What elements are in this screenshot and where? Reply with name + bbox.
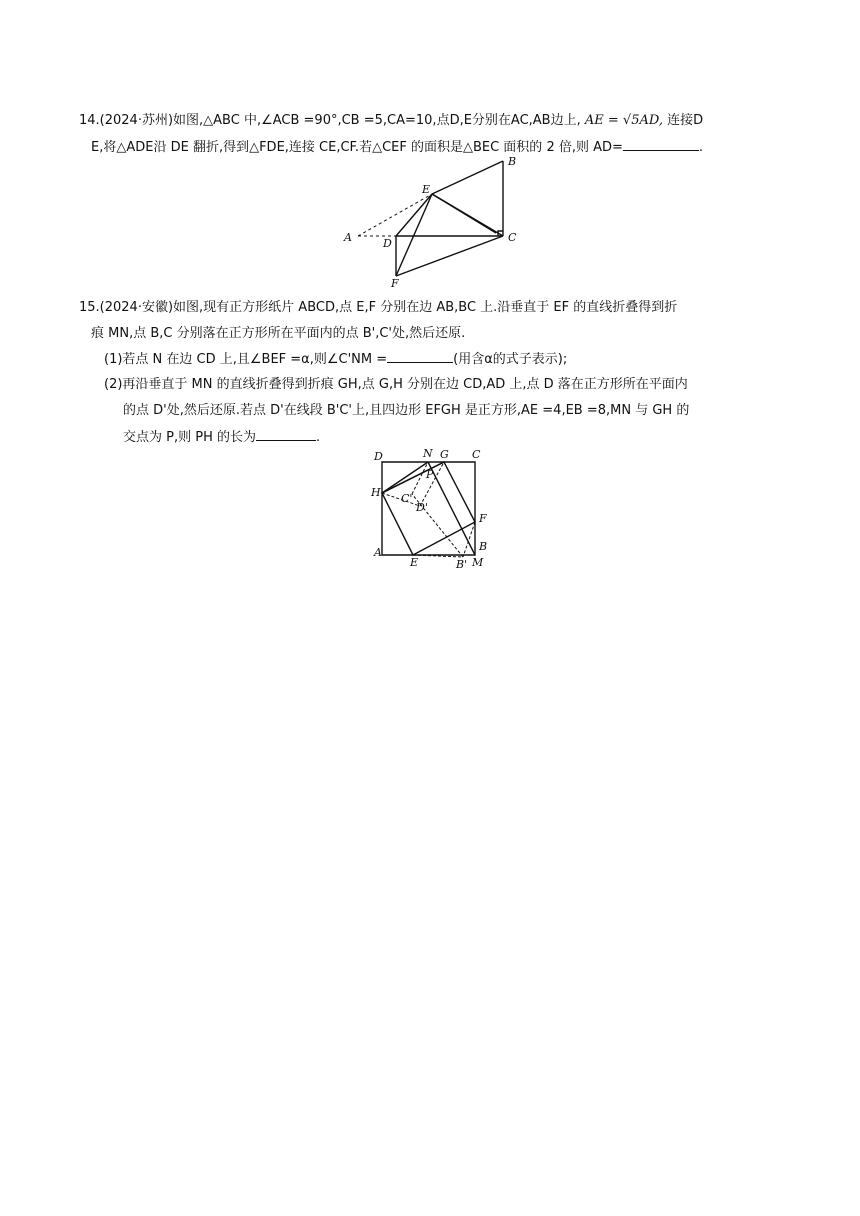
q15-part2-end: . xyxy=(315,430,321,445)
edge-EF xyxy=(396,194,432,276)
label-B: B xyxy=(479,540,488,553)
edge-EB xyxy=(432,161,503,194)
q15-part2-answer-blank[interactable] xyxy=(256,427,316,441)
q15-line1-text: 15.(2024·安徽)如图,现有正方形纸片 ABCD,点 E,F 分别在边 AB,BC 上.沿垂直于 EF 的直线折叠得到折 xyxy=(79,300,678,315)
edge-CF xyxy=(396,236,503,276)
q14-line1-end: 连接D xyxy=(667,113,704,128)
label-E: E xyxy=(410,556,419,569)
label-A: A xyxy=(374,546,382,559)
q15-part2-line1 xyxy=(104,375,688,395)
q15-part2-text1: (2)再沿垂直于 MN 的直线折叠得到折痕 GH,点 G,H 分别在边 CD,AD 上,点 D 落在正方形所在平面内 xyxy=(104,377,688,392)
q15-figure xyxy=(368,444,518,569)
label-E: E xyxy=(422,183,431,196)
q14-line1 xyxy=(79,111,703,131)
q14-formula: AE = √5AD, xyxy=(584,113,663,128)
label-G: G xyxy=(440,448,449,461)
q14-line2-text: E,将△ADE沿 DE 翻折,得到△FDE,连接 CE,CF.若△CEF 的面积是△BEC 面积的 2 倍,则 AD= xyxy=(91,140,623,155)
q15-line1 xyxy=(79,298,677,318)
q15-part2-line3 xyxy=(123,427,320,448)
q15-part1-text: (1)若点 N 在边 CD 上,且∠BEF =α,则∠C'NM = xyxy=(104,352,388,367)
label-N: N xyxy=(423,447,433,460)
edge-DE xyxy=(396,194,432,236)
label-H: H xyxy=(371,486,381,499)
crease-GH xyxy=(382,462,444,493)
q14-answer-blank[interactable] xyxy=(623,137,699,151)
label-D: D xyxy=(374,450,383,463)
label-P: P xyxy=(426,468,434,481)
q15-part1-end: (用含α的式子表示); xyxy=(453,352,568,367)
edge-EC-inner xyxy=(432,194,496,233)
label-C: C xyxy=(472,448,481,461)
q15-line2-text: 痕 MN,点 B,C 分别落在正方形所在平面内的点 B',C'处,然后还原. xyxy=(91,326,466,341)
label-M: M xyxy=(472,556,484,569)
q14-line1-text: 14.(2024·苏州)如图,△ABC 中,∠ACB =90°,CB =5,CA=10,点D,E分别在AC,AB边上, xyxy=(79,113,581,128)
label-D: D xyxy=(383,237,392,250)
seg-HF-part xyxy=(382,462,428,493)
label-C: C xyxy=(508,231,517,244)
q15-part1 xyxy=(104,349,567,370)
label-Bprime: B' xyxy=(456,558,468,571)
label-B: B xyxy=(508,155,517,168)
q15-part2-text3: 交点为 P,则 PH 的长为 xyxy=(123,430,256,445)
q15-part2-line2 xyxy=(123,401,689,421)
label-Cprime: C' xyxy=(401,492,413,505)
label-F: F xyxy=(479,512,487,525)
label-Dprime: D' xyxy=(416,501,428,514)
q14-line2-end: . xyxy=(698,140,704,155)
q15-line2 xyxy=(91,324,465,344)
q14-figure xyxy=(338,155,538,290)
edge-AE-dashed xyxy=(358,194,432,236)
q15-part1-answer-blank[interactable] xyxy=(387,349,453,363)
q15-part2-text2: 的点 D'处,然后还原.若点 D'在线段 B'C'上,且四边形 EFGH 是正方形,AE =4,EB =8,MN 与 GH 的 xyxy=(123,403,690,418)
label-F: F xyxy=(391,277,399,290)
label-A: A xyxy=(344,231,352,244)
